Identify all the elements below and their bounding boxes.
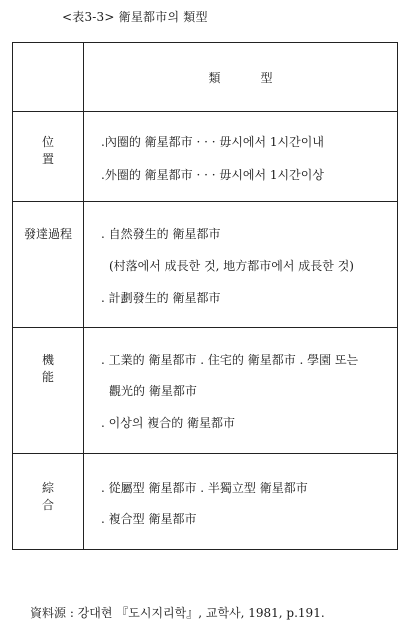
list-item: .內圈的 衛星都市 · · · 毋시에서 1시간이내 (101, 135, 324, 149)
list-item: . 自然發生的 衛星都市 (101, 227, 221, 241)
classification-table (12, 42, 398, 550)
table-header: 類型 (208, 70, 313, 85)
list-item: . 複合型 衛星都市 (101, 512, 197, 526)
table-caption: <表3-3> 衛星都市의 類型 (62, 10, 208, 24)
row-divider (13, 453, 397, 454)
category-synthesis: 綜 合 (41, 481, 68, 512)
list-item: .外圈的 衛星都市 · · · 毋시에서 1시간이상 (101, 168, 324, 182)
list-item: (村落에서 成長한 것, 地方都市에서 成長한 것) (109, 259, 354, 273)
row-divider (13, 327, 397, 328)
list-item: . 從屬型 衛星都市 . 半獨立型 衛星都市 (101, 481, 308, 495)
list-item: . 이상의 複合的 衛星都市 (101, 416, 236, 430)
list-item: 觀光的 衛星都市 (109, 384, 197, 398)
category-function: 機 能 (41, 353, 68, 384)
category-location: 位 置 (41, 135, 68, 166)
list-item: . 工業的 衛星都市 . 住宅的 衛星都市 . 學園 또는 (101, 353, 359, 367)
list-item: . 計劃發生的 衛星都市 (101, 291, 221, 305)
column-divider (83, 43, 84, 549)
row-divider (13, 111, 397, 112)
row-divider (13, 201, 397, 202)
category-development: 發達過程 (23, 227, 72, 241)
source-citation: 資料源 : 강대현 『도시지리학』, 교학사, 1981, p.191. (30, 606, 325, 620)
